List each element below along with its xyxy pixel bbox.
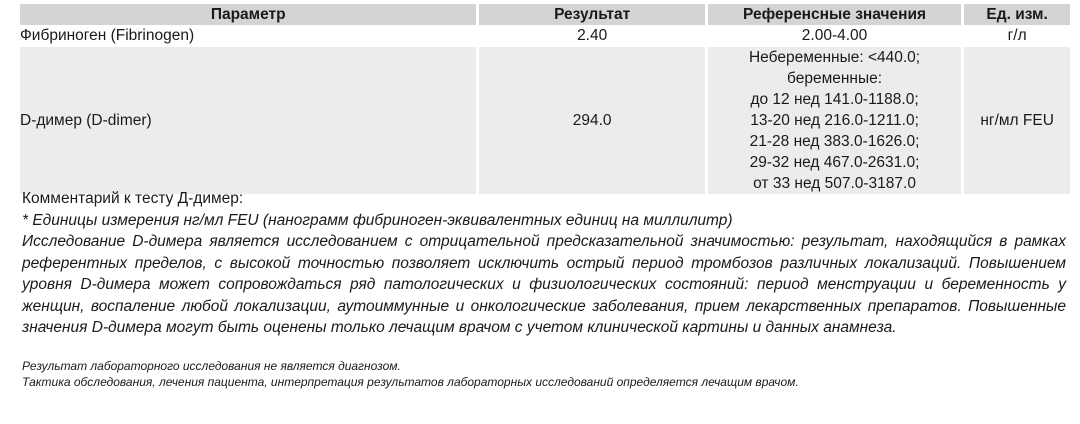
param-cell: Фибриноген (Fibrinogen) bbox=[20, 25, 476, 47]
header-param: Параметр bbox=[20, 4, 476, 25]
reference-line: беременные: bbox=[787, 70, 883, 87]
reference-line: 29-32 нед 467.0-2631.0; bbox=[749, 154, 920, 171]
header-result: Результат bbox=[479, 4, 704, 25]
disclaimer bbox=[22, 358, 1062, 390]
units-note: * Единицы измерения нг/мл FEU (нанограмм фибриноген-эквивалентных единиц на миллилитр) bbox=[22, 212, 733, 229]
header-unit: Ед. изм. bbox=[964, 4, 1070, 25]
unit-cell: г/л bbox=[964, 25, 1070, 47]
reference-line: 21-28 нед 383.0-1626.0; bbox=[749, 133, 920, 150]
reference-cell: 2.00-4.00 bbox=[708, 25, 961, 47]
param-cell: D-димер (D-dimer) bbox=[20, 47, 476, 194]
table-row-fibrinogen bbox=[20, 25, 1070, 47]
disclaimer-line: Результат лабораторного исследования не является диагнозом. bbox=[22, 359, 401, 373]
disclaimer-line: Тактика обследования, лечения пациента, интерпретация результатов лабораторных исследований определяется лечащим врачом. bbox=[22, 375, 799, 389]
reference-line: Небеременные: <440.0; bbox=[748, 49, 921, 66]
header-reference: Референсные значения bbox=[708, 4, 961, 25]
result-cell: 294.0 bbox=[479, 47, 704, 194]
reference-cell bbox=[708, 47, 961, 194]
result-cell: 2.40 bbox=[479, 25, 704, 47]
results-table bbox=[17, 4, 1073, 194]
table-row-d-dimer bbox=[20, 47, 1070, 194]
comment-body: Исследование D-димера является исследованием с отрицательной предсказательной значимостью: результат, находящийся в рамках референтных пределов, с высокой точностью позволяет исключить острый период тромбозов различных локализаций. Повышением уровня D-димера может сопровождаться ряд патологических и физиологических состояний: период менструации и беременность у женщин, воспаление любой локализации, аутоиммунные и онкологические заболевания, прием лекарственных препаратов. Повышенные значения D-димера могут быть оценены только лечащим врачом с учетом клинической картины и данных анамнеза. bbox=[22, 233, 1066, 336]
reference-line: 13-20 нед 216.0-1211.0; bbox=[750, 112, 919, 129]
unit-cell: нг/мл FEU bbox=[964, 47, 1070, 194]
reference-line: от 33 нед 507.0-3187.0 bbox=[753, 175, 916, 192]
comment-section bbox=[22, 188, 1066, 339]
reference-line: до 12 нед 141.0-1188.0; bbox=[750, 91, 919, 108]
comment-title: Комментарий к тесту Д-димер: bbox=[22, 190, 244, 207]
table-header-row bbox=[20, 4, 1070, 25]
